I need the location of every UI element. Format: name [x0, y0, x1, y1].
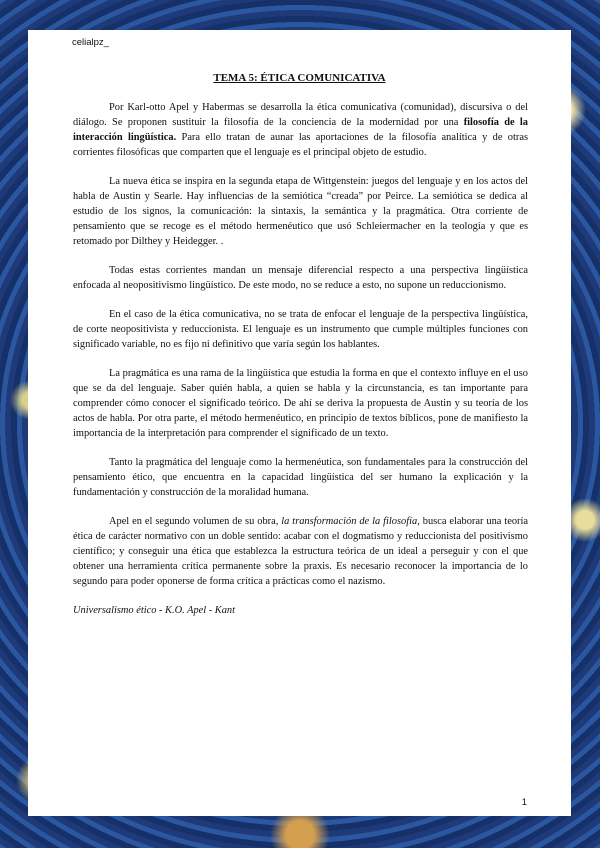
paragraph-3: Todas estas corrientes mandan un mensaje diferencial respecto a una perspectiva lingüística enfocada al neopositivismo lingüístico. De este modo, no se reduce a esto, no supone un reduccionismo.	[73, 265, 528, 291]
paragraph-2: La nueva ética se inspira en la segunda etapa de Wittgenstein: juegos del lenguaje y en los actos del habla de Austin y Searle. Hay influencias de la semiótica “creada” por Peirce. La semiótica se dedica al estudio de los signos, la comunicación: la sintaxis, la semántica y la pragmática. Otra corriente de pensamiento que se recoge es el método hermenéutico que usó Schleiermacher en la teología y que es retomado por Dilthey y Heidegger. .	[73, 176, 528, 247]
paragraph-7-text-c: busca elaborar una teoría ética de carácter normativo con un doble sentido: acabar con el dogmatismo y reduccionista del positivismo científico; y conseguir una ética que establezca la estructura teórica de un ideal a perseguir y con el que obtener una herramienta crítica permanente sobre la praxis. Es necesario reconocer la importancia de lo segundo para poder oponerse de forma crítica a prácticas como el nazismo.	[73, 516, 528, 587]
paragraph-5: La pragmática es una rama de la lingüística que estudia la forma en que el contexto influye en el uso que se da del lenguaje. Saber quién habla, a quien se habla y la circunstancia, es tan importante para comprender cómo conocer el significado teórico. De ahí se deriva la propuesta de Austin y su teoría de los actos de habla. Por otra parte, el método hermenéutico, en principio de textos bíblicos, pone de manifiesto la importancia de la interpretación para comprender el significado de un texto.	[73, 368, 528, 439]
paragraph-7-italic: la transformación de la filosofía,	[281, 516, 420, 527]
paragraph-7-text-a: Apel en el segundo volumen de su obra,	[109, 516, 282, 527]
paragraph-1-text-a: Por Karl-otto Apel y Habermas se desarrolla la ética comunicativa (comunidad), discursiva o del diálogo. Se proponen sustituir la filosofía de la conciencia de la modernidad por una	[73, 102, 528, 128]
document-body	[73, 100, 528, 632]
paragraph-1-bold: filosofía de la interacción lingüística.	[73, 117, 528, 143]
paragraph-1-text-c: Para ello tratan de aunar las aportaciones de la filosofía analítica y de otras corrientes filosóficas que comparten que el lenguaje es el principal objeto de estudio.	[73, 132, 528, 158]
document-title: TEMA 5: ÉTICA COMUNICATIVA	[213, 72, 386, 84]
paragraph-4: En el caso de la ética comunicativa, no se trata de enfocar el lenguaje de la perspectiva lingüística, de corte neopositivista y reduccionista. El lenguaje es un instrumento que cumple múltiples funciones con significado variable, no es fijo ni definitivo que varía según los hablantes.	[73, 309, 528, 350]
username: celialpz_	[72, 37, 109, 48]
page-number: 1	[521, 797, 527, 808]
paragraph-6: Tanto la pragmática del lenguaje como la hermenéutica, son fundamentales para la construcción del pensamiento ético, que encuentra en la capacidad lingüística del ser humano la explicación y la fundamentación y construcción de la moralidad humana.	[73, 457, 528, 498]
document-page	[28, 30, 571, 816]
paragraph-7	[73, 514, 528, 589]
paragraph-1	[73, 100, 528, 160]
signature-line: Universalismo ético - K.O. Apel - Kant	[73, 605, 235, 616]
